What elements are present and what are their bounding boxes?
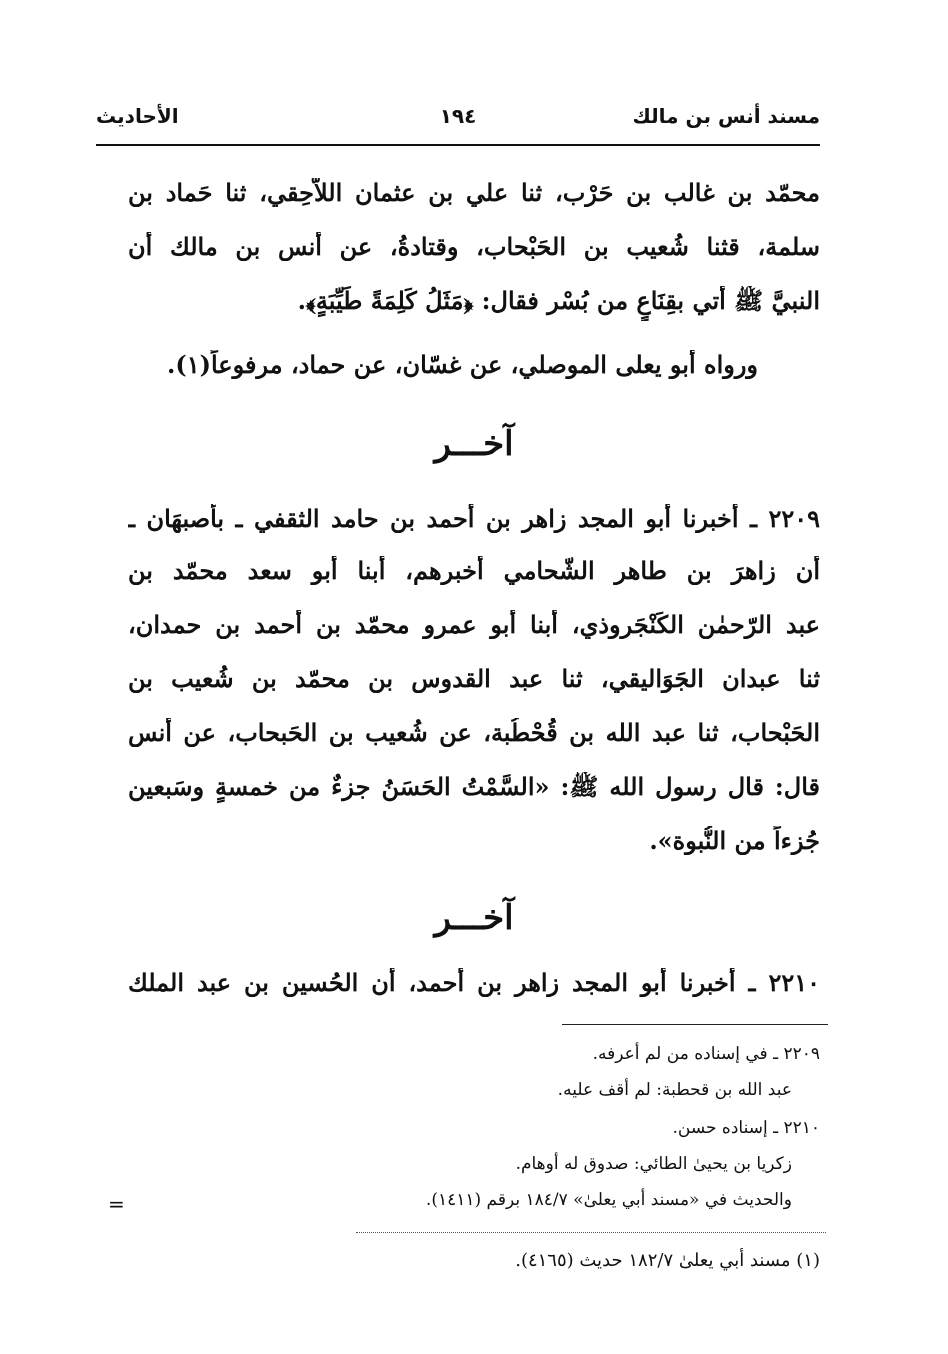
hadith-line: عبد الرّحمٰن الكَنْجَروذي، أبنا أبو عمرو محمّد بن أحمد بن حمدان، — [128, 610, 820, 639]
text-line: النبيَّ ﷺ أُتي بقِنَاعٍ من بُسْر فقال: ﴿مَثَلُ كَلِمَةً طَيِّبَةٍ﴾. — [297, 286, 820, 315]
hadith-line: ٢٢١٠ ـ أخبرنا أبو المجد زاهر بن أحمد، أن الحُسين بن عبد الملك — [128, 968, 820, 997]
header-section: الأحاديث — [96, 104, 179, 128]
footnote: ٢٢٠٩ ـ في إسناده من لم أعرفه. — [592, 1044, 820, 1064]
hadith-line: ٢٢٠٩ ـ أخبرنا أبو المجد زاهر بن أحمد بن حامد الثقفي ـ بأصبهَان ـ — [128, 504, 820, 533]
footnote: ٢٢١٠ ـ إسناده حسن. — [672, 1118, 820, 1138]
header-page-number: ١٩٤ — [439, 104, 477, 128]
text-line: محمّد بن غالب بن حَرْب، ثنا علي بن عثمان اللاَّحِقي، ثنا حَماد بن — [128, 178, 820, 207]
continuation-mark: = — [108, 1192, 125, 1216]
text-line: سلمة، قثنا شُعيب بن الحَبْحاب، وقتادةُ، عن أنس بن مالك أن — [128, 232, 820, 261]
hadith-line: ثنا عبدان الجَوَاليقي، ثنا عبد القدوس بن محمّد بن شُعيب بن — [128, 664, 820, 693]
hadith-line: قال: قال رسول الله ﷺ: «السَّمْتُ الحَسَنُ جزءٌ من خمسةٍ وسَبعين — [128, 772, 820, 801]
section-heading: آخـــر — [434, 424, 514, 464]
riwaya-line: ورواه أبو يعلى الموصلي، عن غسّان، عن حماد، مرفوعاً(١). — [167, 350, 758, 379]
hadith-line: الحَبْحاب، ثنا عبد الله بن قُحْطُبة، عن شُعيب بن الحَبحاب، عن أنس — [128, 718, 820, 747]
header-book-title: مسند أنس بن مالك — [632, 104, 820, 128]
endnote: (١) مسند أبي يعلىٰ ١٨٢/٧ حديث (٤١٦٥). — [515, 1250, 820, 1271]
footnote: عبد الله بن قحطبة: لم أقف عليه. — [557, 1080, 792, 1100]
footnote: والحديث في «مسند أبي يعلىٰ» ١٨٤/٧ برقم (١٤١١). — [425, 1190, 792, 1210]
running-header — [96, 104, 820, 140]
header-rule — [96, 144, 820, 146]
hadith-line: أن زاهرَ بن طاهر الشّحامي أخبرهم، أبنا أبو سعد محمّد بن — [128, 556, 820, 585]
hadith-line: جُزءاً من النُّبوة». — [649, 826, 820, 855]
footnote: زكريا بن يحيىٰ الطائي: صدوق له أوهام. — [515, 1154, 792, 1174]
footnote-separator — [356, 1232, 826, 1233]
footnote-rule — [562, 1024, 828, 1025]
section-heading: آخـــر — [434, 898, 514, 938]
